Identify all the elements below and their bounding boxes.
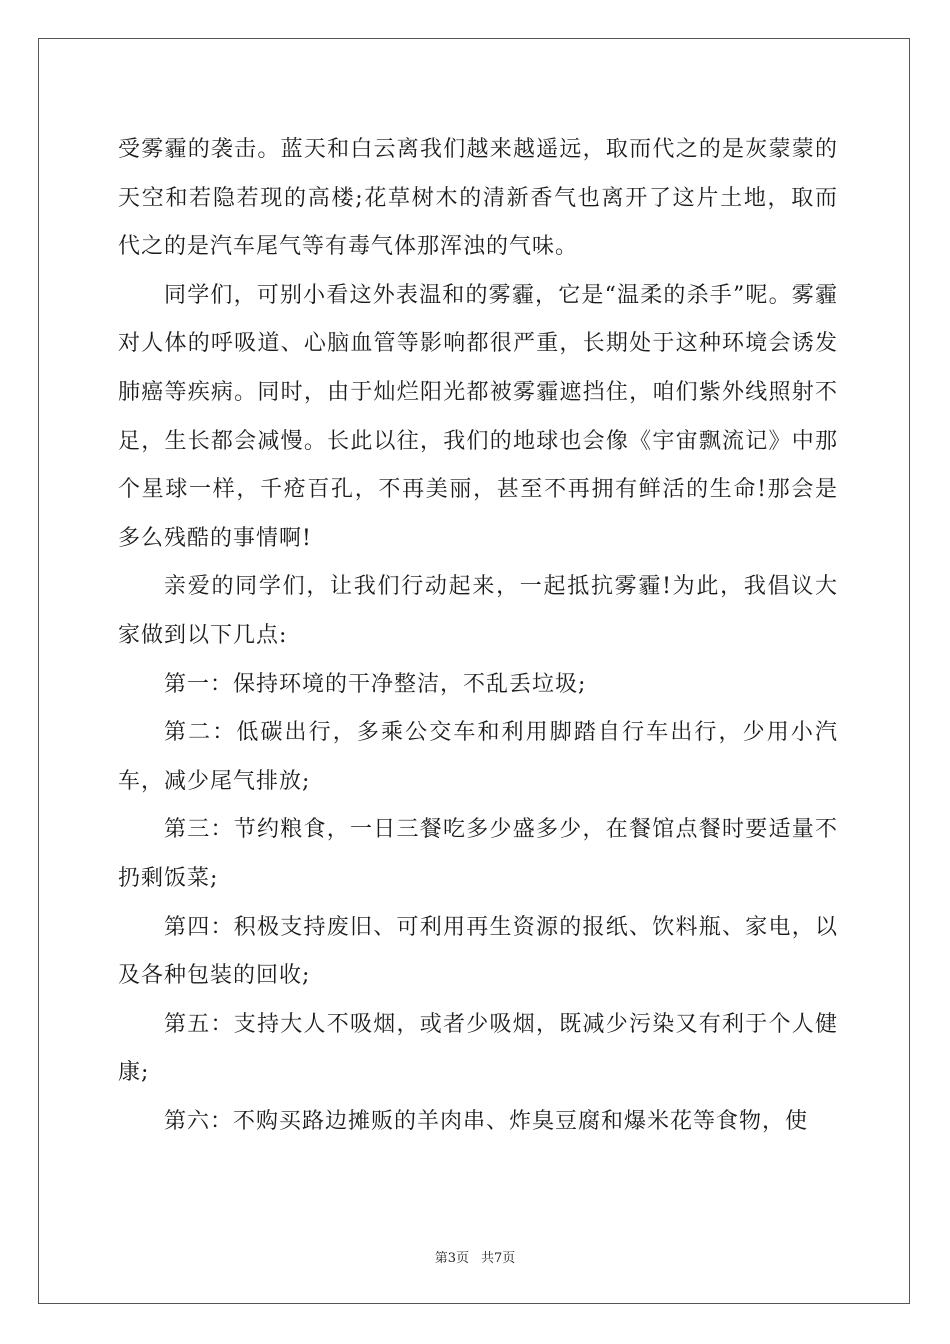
page-number: 第3页 [434, 1251, 469, 1266]
document-body [118, 126, 838, 1146]
paragraph-item-1: 第一：保持环境的干净整洁，不乱丢垃圾; [164, 671, 587, 697]
paragraph-item-2: 第二：低碳出行，多乘公交车和利用脚踏自行车出行，少用小汽车，减少尾气排放; [118, 720, 838, 794]
paragraph-item-6: 第六：不购买路边摊贩的羊肉串、炸臭豆腐和爆米花等食物，使 [164, 1108, 809, 1134]
paragraph-item-3: 第三：节约粮食，一日三餐吃多少盛多少，在餐馆点餐时要适量不扔剩饭菜; [118, 817, 838, 891]
paragraph-item-4: 第四：积极支持废旧、可利用再生资源的报纸、饮料瓶、家电，以及各种包装的回收; [118, 914, 838, 989]
paragraph-3: 亲爱的同学们，让我们行动起来，一起抵抗雾霾!为此，我倡议大家做到以下几点: [118, 574, 838, 648]
paragraph-1: 受雾霾的袭击。蓝天和白云离我们越来越遥远，取而代之的是灰蒙蒙的天空和若隐若现的高楼;花草树木的清新香气也离开了这片土地，取而代之的是汽车尾气等有毒气体那浑浊的气味。 [118, 137, 838, 260]
paragraph-item-5: 第五：支持大人不吸烟，或者少吸烟，既减少污染又有利于个人健康; [118, 1011, 838, 1086]
page-total: 共7页 [481, 1251, 516, 1266]
paragraph-2: 同学们，可别小看这外表温和的雾霾，它是“温柔的杀手”呢。雾霾对人体的呼吸道、心脑血管等影响都很严重，长期处于这种环境会诱发肺癌等疾病。同时，由于灿烂阳光都被雾霾遮挡住，咱们紫外线照射不足，生长都会减慢。长此以往，我们的地球也会像《宇宙飘流记》中那个星球一样，千疮百孔，不再美丽，甚至不再拥有鲜活的生命!那会是多么残酷的事情啊! [118, 282, 838, 551]
page-footer [0, 1247, 950, 1266]
